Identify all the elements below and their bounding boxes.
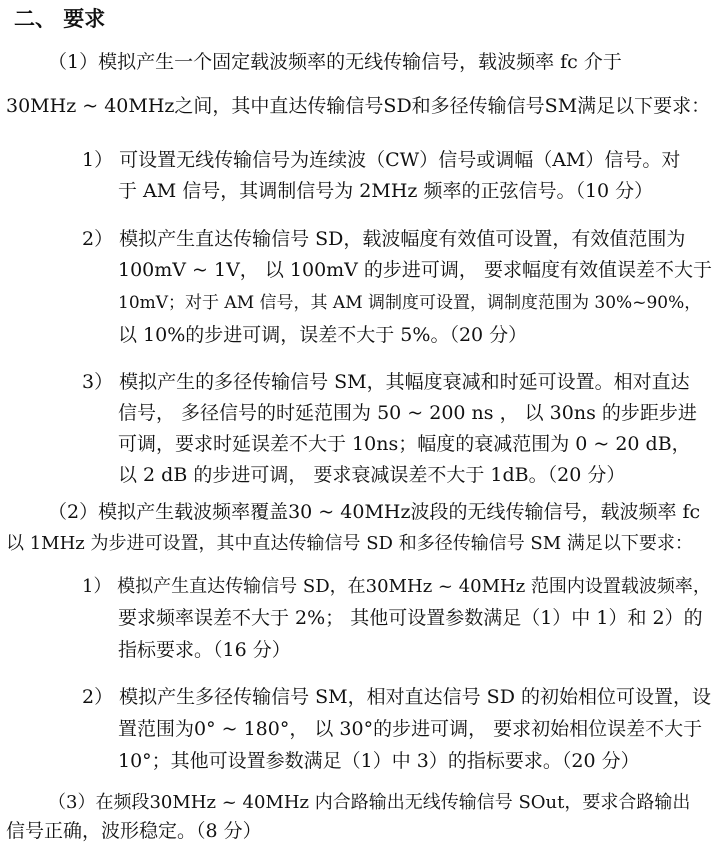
p1-line2: 30MHz ~ 40MHz之间，其中直达传输信号SD和多径传输信号SM满足以下要求： <box>6 95 711 117</box>
p1-item3-line1: 3） 模拟产生的多径传输信号 SM，其幅度衰减和时延可设置。相对直达 <box>82 371 690 393</box>
p1-line1: （1）模拟产生一个固定载波频率的无线传输信号，载波频率 fc 介于 <box>48 51 622 73</box>
p1-item2-line4: 以 10%的步进可调，误差不大于 5%。（20 分） <box>118 324 528 346</box>
p2-line1: （2）模拟产生载波频率覆盖30 ~ 40MHz波段的无线传输信号，载波频率 fc <box>48 501 701 523</box>
p2-item1-line1: 1） 模拟产生直达传输信号 SD，在30MHz ~ 40MHz 范围内设置载波频率， <box>82 576 711 597</box>
p2-item1-line3: 指标要求。（16 分） <box>118 639 291 661</box>
p1-item3-line3: 可调，要求时延误差不大于 10ns；幅度的衰减范围为 0 ~ 20 dB， <box>118 433 691 455</box>
p2-item2-line1: 2） 模拟产生多径传输信号 SM，相对直达信号 SD 的初始相位可设置，设 <box>82 686 711 708</box>
p1-item2-line3: 10mV；对于 AM 信号，其 AM 调制度可设置，调制度范围为 30%~90%， <box>118 293 702 313</box>
p2-item2-line2: 置范围为0° ~ 180°， 以 30°的步进可调， 要求初始相位误差不大于 <box>118 718 703 740</box>
p2-item2-line3: 10°；其他可设置参数满足（1）中 3）的指标要求。（20 分） <box>118 750 640 772</box>
section-heading: 二、 要求 <box>14 6 106 31</box>
p1-item1-line2: 于 AM 信号，其调制信号为 2MHz 频率的正弦信号。（10 分） <box>118 180 654 202</box>
p3-line1: （3）在频段30MHz ~ 40MHz 内合路输出无线传输信号 SOut，要求合路输出 <box>48 792 691 813</box>
p1-item1-line1: 1） 可设置无线传输信号为连续波（CW）信号或调幅（AM）信号。对 <box>82 149 681 171</box>
p1-item2-line1: 2） 模拟产生直达传输信号 SD，载波幅度有效值可设置，有效值范围为 <box>82 228 686 250</box>
p1-item2-line2: 100mV ~ 1V， 以 100mV 的步进可调， 要求幅度有效值误差不大于 <box>118 259 712 281</box>
p2-line2: 以 1MHz 为步进可设置，其中直达传输信号 SD 和多径传输信号 SM 满足以下要求： <box>6 533 693 554</box>
p1-item3-line2: 信号， 多径信号的时延范围为 50 ~ 200 ns ， 以 30ns 的步距步进 <box>118 402 697 424</box>
p2-item1-line2: 要求频率误差不大于 2%； 其他可设置参数满足（1）中 1）和 2）的 <box>118 607 703 629</box>
p1-item3-line4: 以 2 dB 的步进可调， 要求衰减误差不大于 1dB。（20 分） <box>118 464 626 486</box>
p3-line2: 信号正确，波形稳定。（8 分） <box>6 820 262 842</box>
